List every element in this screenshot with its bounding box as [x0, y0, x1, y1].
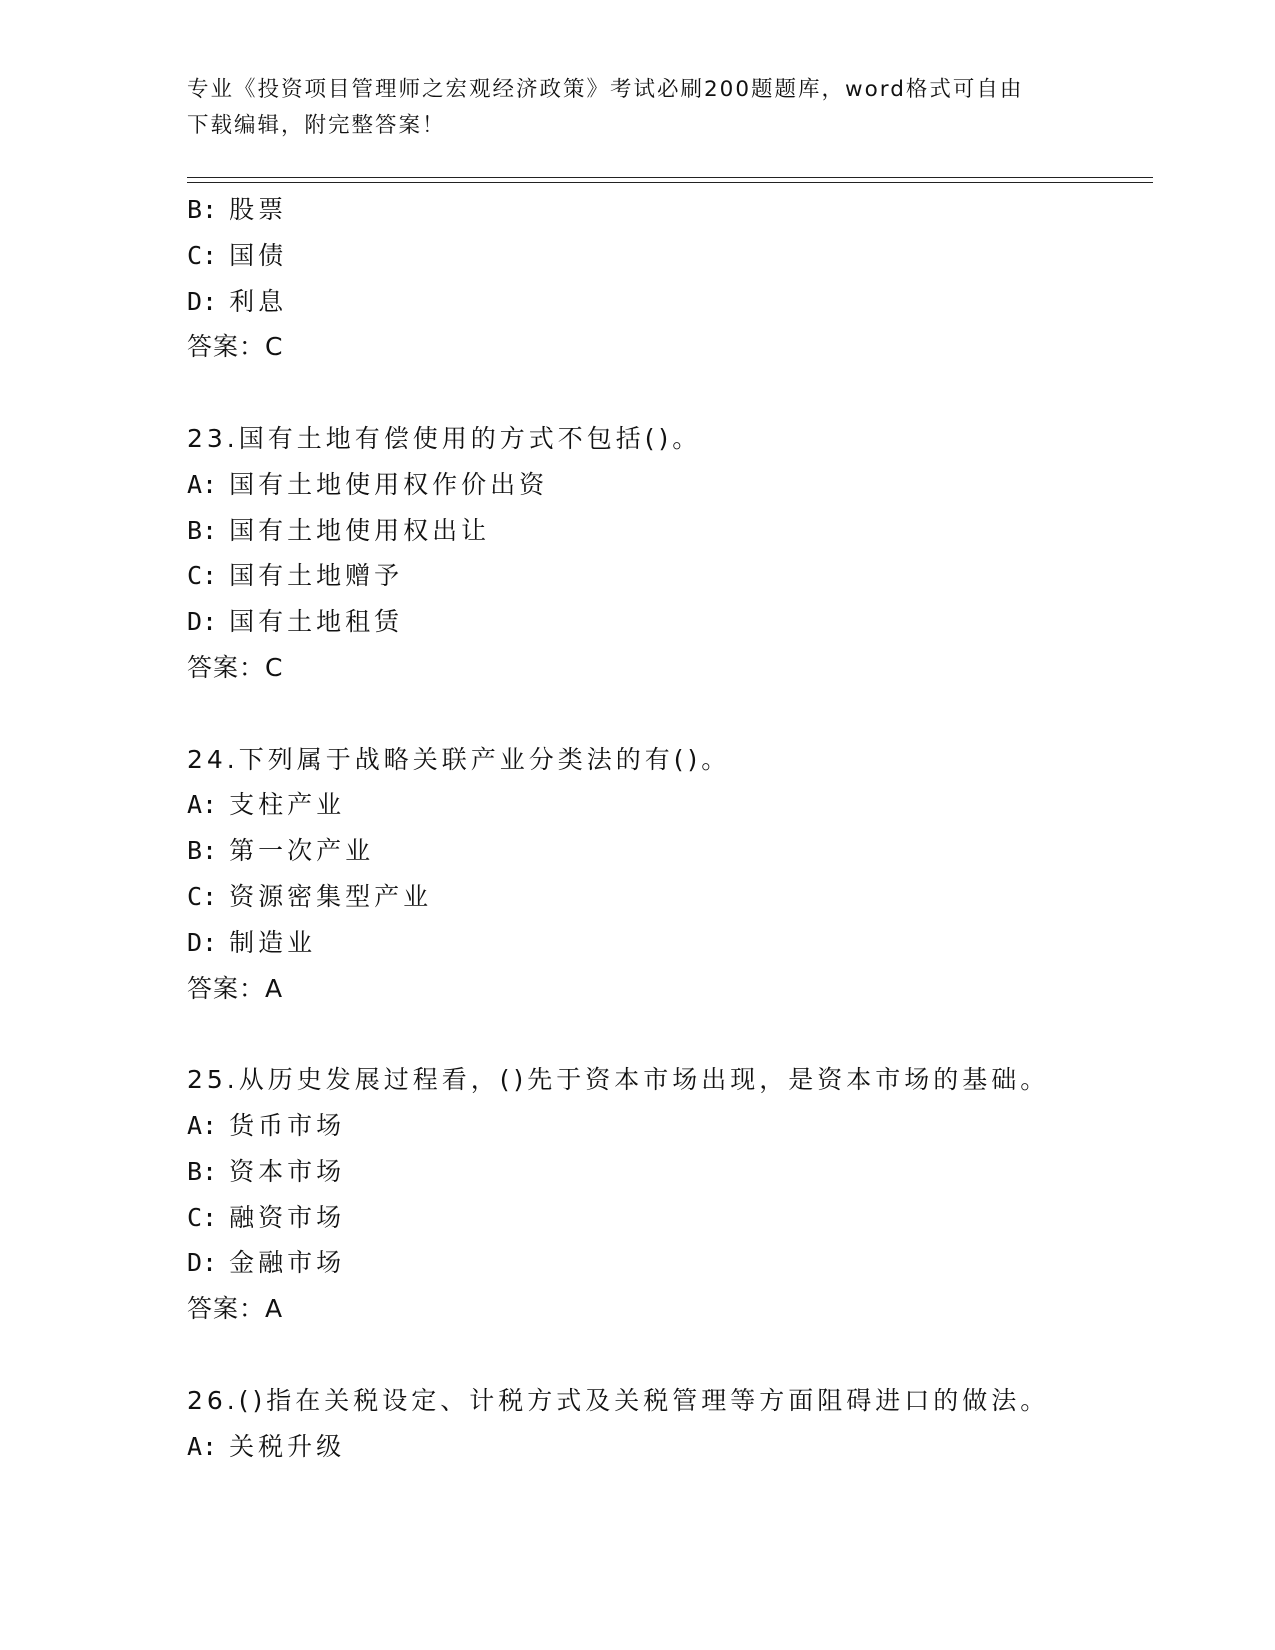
option-text: 货币市场 [229, 1110, 346, 1140]
option-text: 国有土地赠予 [229, 561, 404, 591]
answer-line: 答案：C [187, 332, 284, 362]
option-label: A: [187, 1431, 218, 1461]
answer-line: 答案：C [187, 652, 284, 682]
question-list [187, 187, 1153, 1469]
option-c [187, 233, 1153, 279]
option-d [187, 1240, 1153, 1286]
option-label: B: [187, 836, 218, 866]
option-c [187, 553, 1153, 599]
option-a [187, 1103, 1153, 1149]
option-b [187, 508, 1153, 554]
option-d [187, 599, 1153, 645]
question-stem: 23.国有土地有偿使用的方式不包括()。 [187, 423, 702, 453]
option-label: A: [187, 790, 218, 820]
header-line-1: 专业《投资项目管理师之宏观经济政策》考试必刷200题题库，word格式可自由 [187, 77, 1024, 102]
option-label: D: [187, 1248, 218, 1278]
option-c [187, 874, 1153, 920]
question-stem: 26.()指在关税设定、计税方式及关税管理等方面阻碍进口的做法。 [187, 1385, 1050, 1415]
option-text: 金融市场 [229, 1248, 346, 1278]
option-c [187, 1195, 1153, 1241]
option-text: 支柱产业 [229, 790, 346, 820]
answer-line: 答案：A [187, 973, 284, 1003]
option-text: 国债 [229, 240, 288, 270]
question-24 [187, 737, 1153, 1012]
option-label: B: [187, 515, 218, 545]
spacer [187, 691, 1153, 737]
option-text: 股票 [229, 195, 288, 224]
option-label: D: [187, 607, 218, 637]
option-text: 国有土地使用权出让 [229, 515, 491, 545]
document-header [187, 72, 1067, 144]
option-label: C: [187, 1202, 218, 1232]
question-26 [187, 1378, 1153, 1470]
option-b [187, 1149, 1153, 1195]
option-text: 利息 [229, 286, 288, 316]
option-d [187, 920, 1153, 966]
question-stem: 24.下列属于战略关联产业分类法的有()。 [187, 744, 731, 774]
option-text: 国有土地租赁 [229, 607, 404, 637]
option-label: B: [187, 195, 218, 224]
header-line-2: 下载编辑，附完整答案！ [187, 113, 446, 138]
option-a [187, 1424, 1153, 1470]
option-label: A: [187, 469, 218, 499]
option-text: 资本市场 [229, 1156, 346, 1186]
option-text: 资源密集型产业 [229, 881, 433, 911]
spacer [187, 1011, 1153, 1057]
question-stem: 25.从历史发展过程看，()先于资本市场出现，是资本市场的基础。 [187, 1065, 1050, 1095]
option-label: C: [187, 881, 218, 911]
answer-line: 答案：A [187, 1294, 284, 1324]
option-text: 制造业 [229, 927, 317, 957]
option-label: C: [187, 561, 218, 591]
option-label: A: [187, 1110, 218, 1140]
question-partial [187, 187, 1153, 370]
header-divider-top [187, 177, 1153, 178]
option-d [187, 279, 1153, 325]
option-text: 国有土地使用权作价出资 [229, 469, 549, 499]
option-label: B: [187, 1156, 218, 1186]
option-text: 第一次产业 [229, 836, 375, 866]
option-text: 融资市场 [229, 1202, 346, 1232]
option-b [187, 187, 1153, 233]
question-23 [187, 416, 1153, 691]
option-label: D: [187, 927, 218, 957]
option-a [187, 462, 1153, 508]
spacer [187, 1332, 1153, 1378]
option-label: D: [187, 286, 218, 316]
question-25 [187, 1057, 1153, 1332]
header-divider-bottom [187, 182, 1153, 183]
option-b [187, 828, 1153, 874]
option-text: 关税升级 [229, 1431, 346, 1461]
spacer [187, 370, 1153, 416]
option-a [187, 782, 1153, 828]
option-label: C: [187, 240, 218, 270]
